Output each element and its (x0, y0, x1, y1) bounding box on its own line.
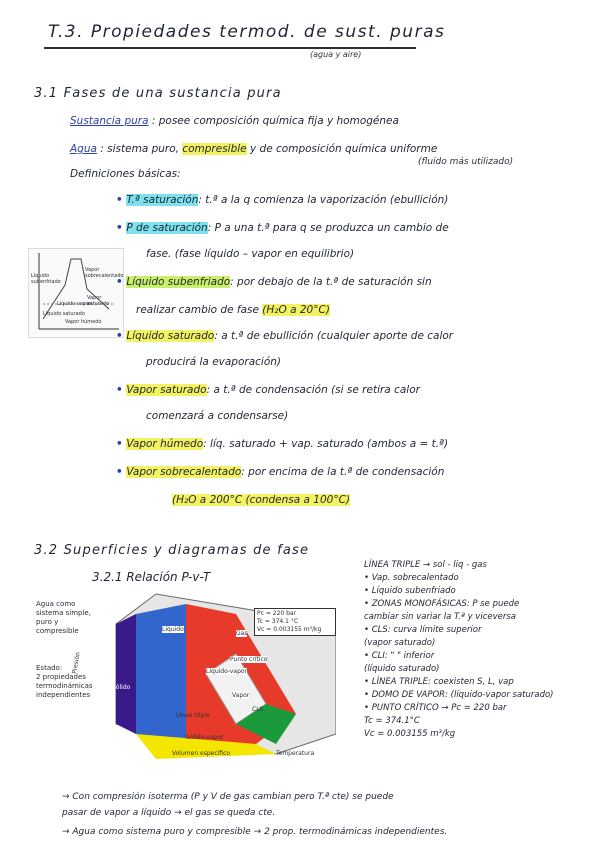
region-liquido-vapor: Líquido-vapor (206, 668, 248, 675)
axis-label-presion: Presión (71, 651, 82, 675)
def-item-10: • Vapor sobrecalentado: por encima de la t.ª de condensación (116, 466, 445, 478)
def-item-8: comenzará a condensarse) (146, 410, 289, 422)
mini-label-4: Líquido saturado (43, 311, 85, 317)
region-gas: Gas (236, 630, 248, 637)
mini-label-0: Líquido (31, 273, 50, 279)
axis-temperatura: Temperatura (276, 750, 315, 757)
diagram-left-note-2: Estado: 2 propiedades termodinámicas independientes (36, 664, 93, 699)
def-item-4: realizar cambio de fase (H₂O a 20°C) (136, 304, 330, 316)
agua-term: Agua (70, 143, 97, 155)
right-note-13: Vc = 0.003155 m³/kg (364, 729, 456, 739)
right-note-7: • CLI: " " inferior (364, 651, 435, 661)
page-subtitle: (agua y aire) (310, 50, 362, 59)
section-heading-2: 3.2 Superficies y diagramas de fase (34, 543, 310, 558)
mini-phase-graph (28, 248, 124, 338)
right-note-4: cambiar sin variar la T.ª y viceversa (364, 612, 516, 622)
region-linea-triple: Línea triple (176, 712, 210, 719)
mini-label-6: Vapor húmedo (65, 319, 102, 325)
subsection-heading: 3.2.1 Relación P-v-T (92, 570, 211, 584)
def-item-1: • P de saturación: P a una t.ª para q se produzca un cambio de (116, 222, 449, 234)
def-item-7: • Vapor saturado: a t.ª de condensación (si se retira calor (116, 384, 420, 396)
def-item-5: • Líquido saturado: a t.ª de ebullición (cualquier aporte de calor (116, 330, 454, 342)
right-note-9: • LÍNEA TRIPLE: coexisten S, L, vap (364, 677, 514, 687)
definiciones-heading: Definiciones básicas: (70, 168, 181, 180)
region-cls: CLS (252, 706, 264, 713)
critical-info-box: Pc = 220 bar Tc = 374.1 °C Vc = 0.003155 m³/kg (254, 608, 336, 636)
right-note-0: LÍNEA TRIPLE → sol - liq - gas (364, 560, 487, 570)
right-note-5: • CLS: curva límite superior (364, 625, 482, 635)
page-title: T.3. Propiedades termod. de sust. puras (48, 22, 446, 42)
def-item-11: (H₂O a 200°C (condensa a 100°C) (172, 494, 350, 506)
diagram-left-note: Agua como sistema simple, puro y compresible (36, 600, 91, 635)
agua-line (70, 143, 437, 155)
footer-note-1: pasar de vapor a líquido → el gas se queda cte. (62, 808, 276, 818)
right-note-3: • ZONAS MONOFÁSICAS: P se puede (364, 599, 520, 609)
mini-label-5: Vapor saturado (87, 295, 110, 307)
region-vapor: Vapor (232, 692, 250, 699)
section-heading-1: 3.1 Fases de una sustancia pura (34, 86, 282, 101)
def-item-9: • Vapor húmedo: líq. saturado + vap. saturado (ambos a = t.ª) (116, 438, 449, 450)
right-notes (364, 560, 596, 742)
sustancia-pura-line (70, 115, 399, 127)
def-item-0: • T.ª saturación: t.ª a la q comienza la vaporización (ebullición) (116, 194, 449, 206)
region-liquido: Líquido (162, 626, 184, 633)
agua-highlight: compresible (182, 143, 247, 155)
title-underline (44, 47, 416, 49)
right-note-10: • DOMO DE VAPOR: (líquido-vapor saturado) (364, 690, 554, 700)
right-note-2: • Líquido subenfriado (364, 586, 456, 596)
footer-note-2: → Agua como sistema puro y compresible → 2 prop. termodinámicas independientes. (62, 827, 448, 837)
right-note-11: • PUNTO CRÍTICO → Pc = 220 bar (364, 703, 507, 713)
footer-note-0: → Con compresión isoterma (P y V de gas cambian pero T.ª cte) se puede (62, 792, 394, 802)
right-note-8: (líquido saturado) (364, 664, 440, 674)
right-note-12: Tc = 374.1°C (364, 716, 420, 726)
right-note-1: • Vap. sobrecalentado (364, 573, 459, 583)
pvt-diagram (36, 584, 336, 764)
sustancia-pura-def: : posee composición química fija y homogénea (151, 115, 399, 127)
def-item-2: fase. (fase líquido – vapor en equilibrio) (146, 248, 355, 260)
def-item-6: producirá la evaporación) (146, 356, 282, 368)
agua-note: (fluido más utilizado) (418, 157, 514, 167)
agua-pre: : sistema puro, (100, 143, 179, 155)
axis-volumen: Volumen específico (172, 750, 231, 757)
right-note-6: (vapor saturado) (364, 638, 436, 648)
mini-label-1: subenfriado (31, 279, 61, 285)
region-solido-vapor: Sólido-vapor (186, 734, 224, 741)
sustancia-pura-term: Sustancia pura (70, 115, 149, 127)
mini-label-2: Vapor sobrecalentado (85, 267, 124, 279)
region-solido: Sólido (112, 684, 131, 691)
def-item-3: • Líquido subenfriado: por debajo de la t.ª de saturación sin (116, 276, 432, 288)
agua-post: y de composición química uniforme (250, 143, 438, 155)
region-punto-critico: Punto crítico (230, 656, 268, 663)
mini-label-3: Líquido-vapor (57, 301, 92, 307)
